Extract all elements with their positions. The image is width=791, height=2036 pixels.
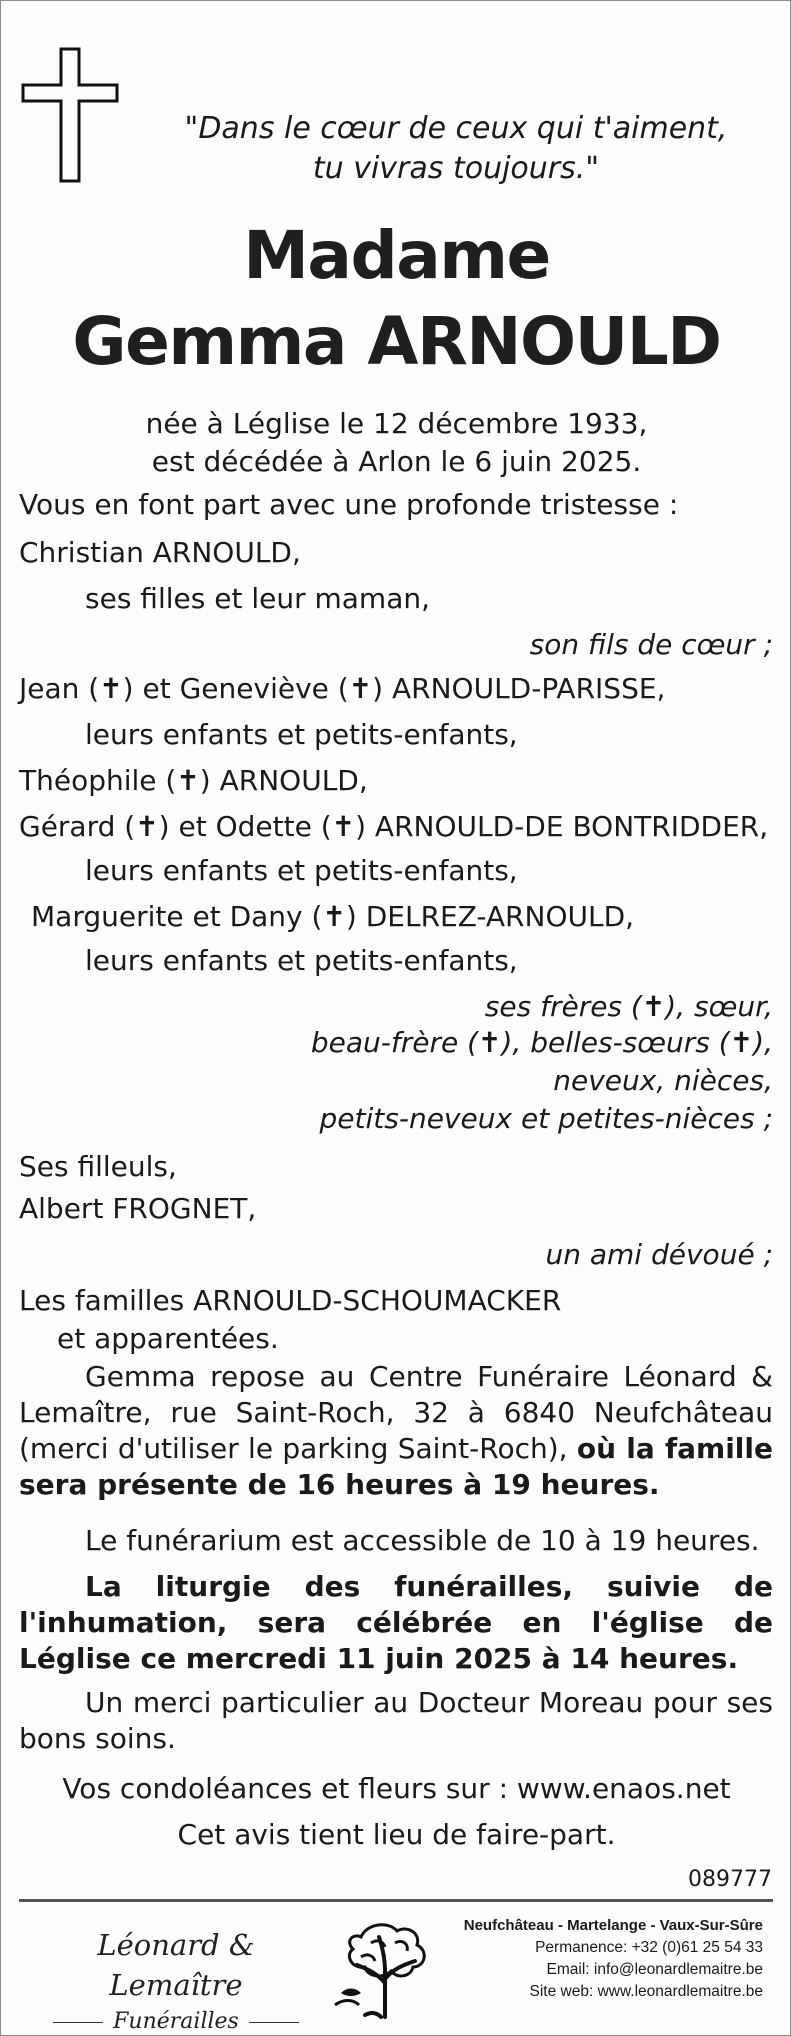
family-line: son fils de cœur ; <box>529 628 773 661</box>
title-line-2: Gemma ARNOULD <box>72 303 721 380</box>
deceased-name <box>1 213 791 385</box>
repose-text: Gemma repose au Centre Funéraire Léonard & Lemaître, rue Saint-Roch, 32 à 6840 Neufchâteau (merci d'utiliser le parking Saint-Roch), <box>19 1360 773 1465</box>
family-line: Théophile (✝) ARNOULD, <box>19 764 368 797</box>
quote-line-1: "Dans le cœur de ceux qui t'aiment, <box>184 111 728 146</box>
liturgy-paragraph <box>19 1569 773 1677</box>
family-line: Christian ARNOULD, <box>19 536 301 569</box>
family-line: Gérard (✝) et Odette (✝) ARNOULD-DE BONTRIDDER, <box>19 810 769 843</box>
repose-bold: où la famille sera présente de 16 heures à 19 heures. <box>19 1432 773 1501</box>
birth-line: née à Léglise le 12 décembre 1933, <box>145 407 648 440</box>
family-line: Les familles ARNOULD-SCHOUMACKER <box>19 1284 562 1317</box>
family-line: leurs enfants et petits-enfants, <box>85 718 518 751</box>
website[interactable]: Site web: www.leonardlemaitre.be <box>529 1983 763 2000</box>
family-line: beau-frère (✝), belles-sœurs (✝), <box>310 1026 773 1059</box>
family-line: Marguerite et Dany (✝) DELREZ-ARNOULD, <box>31 900 635 933</box>
family-line: un ami dévoué ; <box>545 1238 773 1271</box>
family-line: Albert FROGNET, <box>19 1192 257 1225</box>
locations: Neufchâteau - Martelange - Vaux-Sur-Sûre <box>463 1917 763 1934</box>
repose-paragraph <box>19 1359 773 1503</box>
family-line: neveux, nièces, <box>553 1064 773 1097</box>
email[interactable]: Email: info@leonardlemaitre.be <box>546 1961 763 1978</box>
brand-subtitle: Funérailles <box>113 2009 239 2034</box>
family-line: leurs enfants et petits-enfants, <box>85 944 518 977</box>
title-line-1: Madame <box>243 217 550 294</box>
family-line: Jean (✝) et Geneviève (✝) ARNOULD-PARISSE, <box>19 672 666 705</box>
faire-part-line: Cet avis tient lieu de faire-part. <box>177 1818 616 1851</box>
thanks-text: Un merci particulier au Docteur Moreau pour ses bons soins. <box>19 1686 773 1755</box>
brand-subtitle-row <box>31 2005 321 2036</box>
phone: Permanence: +32 (0)61 25 54 33 <box>535 1939 763 1956</box>
family-line: et apparentées. <box>57 1322 279 1355</box>
death-line: est décédée à Arlon le 6 juin 2025. <box>151 445 642 478</box>
thanks-paragraph <box>19 1685 773 1757</box>
tree-icon <box>331 1913 439 2021</box>
condolences-line: Vos condoléances et fleurs sur : www.enaos.net <box>62 1772 731 1805</box>
birth-death-info <box>1 405 791 481</box>
funerarium-text: Le funérarium est accessible de 10 à 19 heures. <box>85 1524 760 1557</box>
family-line: Ses filleuls, <box>19 1150 177 1183</box>
family-line: ses frères (✝), sœur, <box>484 990 773 1023</box>
family-line: ses filles et leur maman, <box>85 582 430 615</box>
quote-line-2: tu vivras toujours." <box>312 151 600 186</box>
footer-divider <box>19 1899 773 1902</box>
liturgy-text: La liturgie des funérailles, suivie de l'inhumation, sera célébrée en l'église de Léglise ce mercredi 11 juin 2025 à 14 heures. <box>19 1570 773 1675</box>
brand-name: Léonard & Lemaître <box>97 1928 255 2002</box>
contact-block <box>464 1915 763 2003</box>
family-line: leurs enfants et petits-enfants, <box>85 854 518 887</box>
notice-reference: 089777 <box>688 1867 772 1892</box>
cross-icon <box>21 47 119 183</box>
epitaph-quote <box>161 109 751 189</box>
family-line: petits-neveux et petites-nièces ; <box>319 1102 773 1135</box>
funerarium-paragraph <box>19 1523 773 1559</box>
family-intro: Vous en font part avec une profonde tristesse : <box>19 488 679 521</box>
funeral-home-logo <box>31 1925 321 2036</box>
